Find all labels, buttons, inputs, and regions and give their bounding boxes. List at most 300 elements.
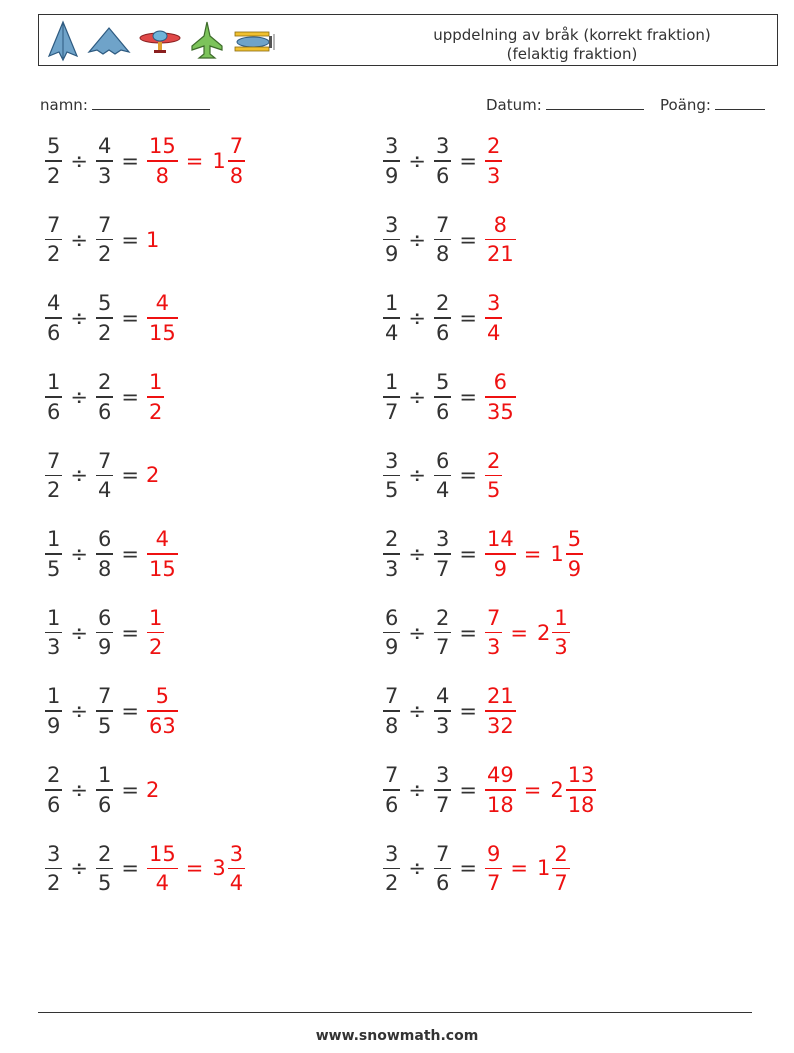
fraction-bar — [566, 789, 597, 791]
denominator: 7 — [435, 635, 450, 660]
numerator: 1 — [47, 527, 61, 552]
equals-sign: = — [121, 856, 139, 881]
denominator: 6 — [435, 399, 450, 424]
numerator: 7 — [97, 448, 112, 473]
divide-sign: ÷ — [70, 777, 88, 802]
equals-sign: = — [459, 542, 477, 566]
denominator: 8 — [229, 163, 244, 188]
denominator: 3 — [97, 163, 112, 188]
denominator: 6 — [435, 871, 450, 896]
divide-sign: ÷ — [70, 306, 88, 331]
fraction — [434, 606, 451, 660]
fraction-bar — [434, 475, 451, 477]
equals-sign: = — [459, 306, 477, 331]
divide-sign: ÷ — [408, 384, 426, 409]
denominator: 3 — [385, 556, 399, 581]
fraction — [485, 684, 516, 738]
mixed-whole: 2 — [550, 777, 564, 802]
red-propeller-plane-icon — [137, 20, 183, 62]
answer-equals-sign: = — [523, 542, 542, 566]
fraction-bar — [434, 396, 451, 398]
fraction-bar — [434, 239, 451, 241]
divide-sign: ÷ — [70, 856, 88, 881]
fraction-bar — [45, 553, 62, 555]
fraction — [96, 370, 113, 424]
equals-sign: = — [121, 620, 139, 645]
answer — [484, 213, 517, 267]
answer — [484, 606, 571, 660]
denominator: 6 — [97, 792, 112, 817]
fraction — [96, 842, 113, 896]
problem-10 — [382, 444, 503, 506]
fraction — [434, 684, 451, 738]
denominator: 8 — [385, 713, 399, 738]
numerator: 9 — [486, 841, 501, 866]
fraction-bar — [485, 789, 516, 791]
fraction-bar — [96, 317, 113, 319]
denominator: 9 — [493, 556, 508, 581]
denominator: 8 — [155, 163, 170, 188]
fraction-bar — [566, 553, 583, 555]
fraction — [45, 684, 62, 738]
numerator: 4 — [435, 684, 450, 709]
fraction-bar — [485, 317, 502, 319]
numerator: 3 — [435, 763, 450, 787]
fraction-bar — [147, 868, 178, 870]
numerator: 1 — [47, 684, 61, 709]
fraction-bar — [552, 632, 569, 634]
numerator: 5 — [435, 370, 450, 394]
denominator: 7 — [435, 792, 450, 817]
numerator: 1 — [47, 370, 61, 394]
answer — [484, 527, 584, 581]
fraction — [147, 291, 178, 345]
equals-sign: = — [459, 777, 477, 802]
fraction — [434, 527, 451, 581]
problem-1 — [44, 130, 246, 192]
fraction — [96, 449, 113, 503]
fraction — [434, 842, 451, 896]
equals-sign: = — [121, 463, 139, 488]
fraction — [383, 763, 400, 817]
numerator: 7 — [229, 134, 244, 159]
fraction-bar — [45, 475, 62, 477]
mixed-whole: 2 — [536, 620, 551, 645]
divide-sign: ÷ — [408, 463, 426, 488]
numerator: 1 — [554, 605, 568, 630]
fraction — [96, 606, 113, 660]
answer — [484, 449, 503, 503]
fraction — [147, 370, 164, 424]
problem-6 — [382, 287, 503, 349]
numerator: 5 — [47, 134, 61, 159]
denominator: 2 — [47, 871, 61, 896]
fraction-bar — [383, 789, 400, 791]
answer-equals-sign: = — [185, 856, 204, 881]
denominator: 21 — [486, 242, 514, 267]
denominator: 4 — [385, 320, 399, 345]
title-line-1: uppdelning av bråk (korrekt fraktion) — [433, 26, 711, 44]
fraction-bar — [383, 553, 400, 555]
fraction-bar — [96, 475, 113, 477]
denominator: 6 — [97, 399, 112, 424]
numerator: 1 — [385, 370, 399, 394]
equals-sign: = — [459, 463, 477, 488]
fraction — [147, 134, 178, 188]
denominator: 3 — [486, 635, 501, 660]
denominator: 6 — [47, 399, 61, 424]
numerator: 4 — [47, 291, 61, 316]
fraction — [383, 684, 400, 738]
fraction-bar — [383, 868, 400, 870]
fraction — [383, 134, 400, 188]
denominator: 6 — [435, 320, 450, 345]
numerator: 1 — [47, 605, 61, 630]
divide-sign: ÷ — [70, 542, 88, 566]
problem-16 — [382, 680, 517, 742]
numerator: 21 — [486, 684, 514, 709]
answer — [146, 527, 179, 581]
answer-equals-sign: = — [523, 777, 542, 802]
problem-11 — [44, 523, 179, 585]
mixed-whole: 1 — [536, 856, 551, 881]
fraction-bar — [96, 710, 113, 712]
divide-sign: ÷ — [70, 620, 88, 645]
numerator: 4 — [155, 527, 170, 552]
equals-sign: = — [121, 542, 139, 566]
mixed-whole: 3 — [212, 856, 226, 881]
equals-sign: = — [121, 227, 139, 252]
numerator: 4 — [97, 134, 112, 159]
problem-12 — [382, 523, 584, 585]
fraction-bar — [434, 789, 451, 791]
fraction-bar — [228, 160, 245, 162]
fraction-bar — [434, 317, 451, 319]
answer — [146, 606, 165, 660]
numerator: 7 — [385, 684, 399, 709]
answer-equals-sign: = — [185, 149, 204, 173]
mixed-whole: 1 — [550, 542, 564, 566]
denominator: 2 — [47, 163, 61, 188]
fraction-bar — [45, 710, 62, 712]
equals-sign: = — [459, 149, 477, 173]
fraction — [383, 527, 400, 581]
numerator: 7 — [97, 684, 112, 709]
fraction-bar — [45, 160, 62, 162]
denominator: 2 — [385, 871, 399, 896]
fraction-bar — [383, 710, 400, 712]
denominator: 2 — [148, 399, 163, 424]
fraction — [45, 134, 62, 188]
fraction — [434, 763, 451, 817]
fraction — [485, 606, 502, 660]
score-label: Poäng: — [660, 96, 711, 114]
denominator: 9 — [97, 635, 112, 660]
problem-20 — [382, 837, 571, 899]
stealth-bomber-icon — [87, 20, 131, 62]
fraction — [485, 213, 516, 267]
problem-14 — [382, 602, 571, 664]
fraction — [485, 370, 516, 424]
fraction — [147, 606, 164, 660]
denominator: 3 — [47, 635, 61, 660]
problem-4 — [382, 209, 517, 271]
header-box — [38, 14, 778, 66]
fraction-bar — [434, 632, 451, 634]
numerator: 2 — [97, 841, 112, 866]
fraction-bar — [96, 789, 113, 791]
fraction-bar — [383, 396, 400, 398]
problem-8 — [382, 366, 517, 428]
fraction-bar — [96, 239, 113, 241]
denominator: 4 — [229, 871, 244, 896]
fraction-bar — [45, 396, 62, 398]
numerator: 7 — [486, 605, 501, 630]
footer-divider — [38, 1012, 752, 1013]
divide-sign: ÷ — [408, 227, 426, 252]
fraction — [147, 842, 178, 896]
fraction — [434, 213, 451, 267]
numerator: 14 — [486, 527, 514, 552]
fraction — [485, 291, 502, 345]
fraction — [45, 527, 62, 581]
fraction-bar — [96, 632, 113, 634]
fraction — [96, 291, 113, 345]
numerator: 1 — [148, 605, 163, 630]
fraction-bar — [485, 160, 502, 162]
equals-sign: = — [121, 777, 139, 802]
fraction — [45, 763, 62, 817]
divide-sign: ÷ — [408, 542, 426, 566]
whole-answer: 2 — [145, 777, 160, 802]
answer — [146, 370, 165, 424]
equals-sign: = — [121, 306, 139, 331]
problem-5 — [44, 287, 179, 349]
numerator: 2 — [486, 448, 501, 473]
problem-7 — [44, 366, 165, 428]
denominator: 7 — [435, 556, 450, 581]
fraction — [434, 134, 451, 188]
fraction — [147, 684, 178, 738]
denominator: 4 — [435, 478, 450, 503]
fraction-bar — [552, 868, 569, 870]
fraction-bar — [147, 317, 178, 319]
denominator: 6 — [435, 163, 450, 188]
numerator: 1 — [385, 291, 399, 316]
fraction-bar — [147, 632, 164, 634]
denominator: 6 — [47, 320, 61, 345]
denominator: 3 — [435, 713, 450, 738]
denominator: 4 — [97, 478, 112, 503]
answer — [146, 778, 159, 802]
divide-sign: ÷ — [408, 149, 426, 173]
numerator: 3 — [435, 527, 450, 552]
fraction-bar — [96, 553, 113, 555]
answer — [146, 134, 246, 188]
answer — [484, 763, 597, 817]
divide-sign: ÷ — [70, 227, 88, 252]
name-field — [40, 94, 210, 114]
fraction — [45, 842, 62, 896]
fraction-bar — [485, 868, 502, 870]
numerator: 2 — [97, 370, 112, 394]
fraction-bar — [45, 789, 62, 791]
problem-9 — [44, 444, 159, 506]
fraction — [383, 370, 400, 424]
denominator: 2 — [148, 635, 163, 660]
numerator: 3 — [435, 134, 450, 159]
numerator: 2 — [385, 527, 399, 552]
numerator: 7 — [435, 841, 450, 866]
fraction-bar — [383, 160, 400, 162]
problem-17 — [44, 759, 159, 821]
fraction — [485, 449, 502, 503]
denominator: 8 — [97, 556, 112, 581]
answer — [146, 291, 179, 345]
numerator: 6 — [385, 605, 399, 630]
denominator: 5 — [97, 713, 112, 738]
denominator: 3 — [554, 635, 568, 660]
answer — [146, 684, 179, 738]
fraction-bar — [485, 396, 516, 398]
denominator: 5 — [97, 871, 112, 896]
divide-sign: ÷ — [70, 699, 88, 724]
problem-13 — [44, 602, 165, 664]
numerator: 4 — [155, 291, 170, 316]
denominator: 8 — [435, 242, 450, 267]
green-fighter-jet-icon — [189, 20, 225, 62]
fraction-bar — [485, 475, 502, 477]
numerator: 7 — [47, 212, 61, 237]
footer-url: www.snowmath.com — [315, 1028, 479, 1044]
problem-15 — [44, 680, 179, 742]
denominator: 2 — [47, 478, 61, 503]
numerator: 7 — [385, 763, 399, 787]
denominator: 6 — [385, 792, 399, 817]
fraction-bar — [96, 868, 113, 870]
numerator: 6 — [493, 370, 508, 394]
numerator: 2 — [47, 763, 61, 787]
equals-sign: = — [121, 384, 139, 409]
divide-sign: ÷ — [408, 856, 426, 881]
denominator: 7 — [554, 871, 568, 896]
denominator: 9 — [385, 242, 399, 267]
numerator: 15 — [148, 134, 176, 159]
score-field — [660, 94, 765, 114]
numerator: 7 — [47, 448, 61, 473]
fraction — [485, 842, 502, 896]
fraction — [485, 763, 516, 817]
answer — [146, 228, 159, 252]
numerator: 5 — [567, 527, 582, 552]
numerator: 3 — [385, 841, 399, 866]
denominator: 2 — [47, 242, 61, 267]
denominator: 4 — [486, 320, 501, 345]
numerator: 7 — [435, 212, 450, 237]
fraction — [485, 527, 516, 581]
mixed-fraction — [228, 134, 245, 188]
problem-19 — [44, 837, 246, 899]
numerator: 6 — [97, 527, 112, 552]
fraction-bar — [147, 396, 164, 398]
numerator: 6 — [97, 605, 112, 630]
fraction — [434, 449, 451, 503]
denominator: 5 — [486, 478, 501, 503]
fraction — [383, 606, 400, 660]
fraction — [485, 134, 502, 188]
name-label: namn: — [40, 96, 88, 114]
stealth-jet-icon — [45, 20, 81, 62]
fraction-bar — [147, 710, 178, 712]
mixed-fraction — [228, 842, 245, 896]
fraction-bar — [434, 710, 451, 712]
fraction — [147, 527, 178, 581]
divide-sign: ÷ — [70, 384, 88, 409]
fraction — [96, 684, 113, 738]
divide-sign: ÷ — [408, 699, 426, 724]
numerator: 3 — [486, 291, 501, 316]
denominator: 9 — [385, 635, 399, 660]
denominator: 15 — [148, 320, 176, 345]
title-line-2: (felaktig fraktion) — [506, 45, 638, 63]
fraction-bar — [485, 632, 502, 634]
fraction-bar — [383, 632, 400, 634]
name-blank[interactable] — [92, 94, 210, 110]
answer — [484, 134, 503, 188]
denominator: 6 — [47, 792, 61, 817]
score-blank[interactable] — [715, 94, 765, 110]
fraction — [96, 527, 113, 581]
denominator: 3 — [486, 163, 501, 188]
denominator: 5 — [385, 478, 399, 503]
numerator: 5 — [155, 684, 170, 709]
numerator: 6 — [435, 448, 450, 473]
denominator: 4 — [155, 871, 170, 896]
divide-sign: ÷ — [70, 149, 88, 173]
divide-sign: ÷ — [70, 463, 88, 488]
numerator: 15 — [148, 841, 176, 866]
numerator: 2 — [435, 291, 450, 316]
numerator: 2 — [486, 134, 501, 159]
mixed-fraction — [552, 606, 569, 660]
fraction — [96, 134, 113, 188]
mixed-fraction — [552, 842, 569, 896]
numerator: 3 — [385, 134, 399, 159]
equals-sign: = — [459, 384, 477, 409]
numerator: 8 — [493, 212, 508, 237]
whole-answer: 2 — [145, 463, 160, 488]
fraction — [96, 763, 113, 817]
denominator: 63 — [148, 713, 176, 738]
date-field — [486, 94, 644, 114]
fraction — [45, 213, 62, 267]
equals-sign: = — [121, 699, 139, 724]
fraction-bar — [96, 160, 113, 162]
equals-sign: = — [459, 699, 477, 724]
fraction — [96, 213, 113, 267]
divide-sign: ÷ — [408, 306, 426, 331]
fraction — [383, 213, 400, 267]
equals-sign: = — [459, 856, 477, 881]
fraction-bar — [485, 239, 516, 241]
denominator: 9 — [47, 713, 61, 738]
fraction — [383, 842, 400, 896]
mixed-fraction — [566, 763, 597, 817]
answer — [146, 842, 246, 896]
fraction-bar — [147, 160, 178, 162]
date-blank[interactable] — [546, 94, 644, 110]
denominator: 5 — [47, 556, 61, 581]
